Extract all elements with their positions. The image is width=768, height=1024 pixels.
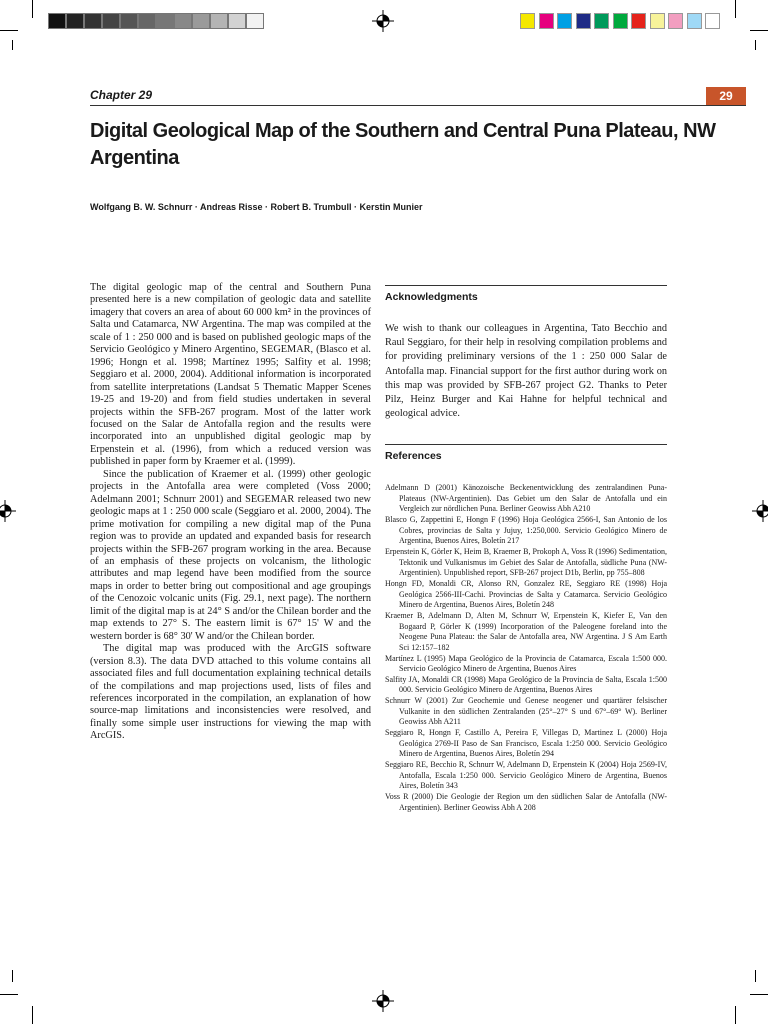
registration-mark-top-icon	[372, 10, 394, 32]
reference-item: Erpenstein K, Görler K, Heim B, Kraemer B, Prokoph A, Voss R (1996) Sedimentation, Tektonik und Vulkanismus im Gebiet des Salar de Antofalla, südliche Puna (NW-Argentinien). Unpublished report, SFB-267 project D1b, Berlin, pp 755–808	[385, 546, 667, 578]
color-swatch	[705, 13, 720, 29]
color-swatch	[520, 13, 535, 29]
reference-item: Salfity JA, Monaldi CR (1998) Mapa Geológico de la Provincia de Salta, Escala 1:500 000. Servicio Geológico Minero de Argentina, Buenos Aires	[385, 674, 667, 695]
chapter-label: Chapter 29	[90, 88, 153, 102]
reference-item: Adelmann D (2001) Känozoische Beckenentwicklung des zentralandinen Puna-Plateaus (NW-Argentinien). Das Gebiet um den Salar de Antofalla und ein Vergleich zur nördlichen Puna. Berliner Geowiss Abh A210	[385, 483, 667, 514]
gray-swatch	[192, 13, 210, 29]
page-number-badge: 29	[706, 87, 746, 105]
color-swatch	[613, 13, 628, 29]
references-heading: References	[385, 450, 442, 462]
gray-swatch	[138, 13, 156, 29]
reference-item: Seggiaro RE, Becchio R, Schnurr W, Adelmann D, Erpenstein K (2004) Hoja 2569-IV, Antofalla, Escala 1:250 000. Servicio Geológico Minero de Argentina, Buenos Aires, Boletín 343	[385, 760, 667, 791]
reference-item: Schnurr W (2001) Zur Geochemie und Genese neogener und quartärer felsischer Vulkanite in den südlichen Zentralanden (25°–27° S und 67°–69° W). Berliner Geowiss Abh A211	[385, 696, 667, 727]
gray-swatch	[48, 13, 66, 29]
acknowledgments-text: We wish to thank our colleagues in Argentina, Tato Becchio and Raul Seggiaro, for their help in resolving compilation problems and for providing preliminary versions of the 1 : 250 000 Salar de Antofalla map. Financial support for the first author during work on this map was provided by SFB-267 project G2. Thanks to Peter Pilz, Heinz Burger and Kai Hahne for helpful technical and geological advice.	[385, 323, 667, 420]
acknowledgments-heading: Acknowledgments	[385, 291, 478, 303]
gray-swatch	[210, 13, 228, 29]
reference-list	[385, 483, 667, 813]
color-swatch	[687, 13, 702, 29]
reference-item: Voss R (2000) Die Geologie der Region um den südlichen Salar de Antofalla (NW-Argentinien). Berliner Geowiss Abh A 208	[385, 792, 667, 812]
chapter-rule	[90, 105, 746, 106]
color-swatch	[650, 13, 665, 29]
gray-swatch	[66, 13, 84, 29]
gray-swatch	[228, 13, 246, 29]
color-swatch	[668, 13, 683, 29]
reference-item: Kraemer B, Adelmann D, Alten M, Schnurr W, Erpenstein K, Kiefer E, Van den Bogaard P, Görler K (1999) Incorporation of the Paleogene foreland into the Neogene Puna Plateau: the Salar de Antofalla area, NW Argentina. J S Am Earth Sci 12:157–182	[385, 610, 667, 652]
reference-item: Blasco G, Zappettini E, Hongn F (1996) Hoja Geológica 2566-I, San Antonio de los Cobres, provincias de Salta y Jujuy, 1:250,000. Servicio Geológico Minero de Argentina, Buenos Aires, Boletín 217	[385, 514, 667, 546]
registration-mark-left-icon	[0, 500, 16, 522]
gray-swatch	[120, 13, 138, 29]
gray-swatch	[156, 13, 174, 29]
gray-swatch	[246, 13, 264, 29]
registration-mark-bottom-icon	[372, 990, 394, 1012]
author-list: Wolfgang B. W. Schnurr · Andreas Risse · Robert B. Trumbull · Kerstin Munier	[90, 202, 423, 212]
acknowledgments-rule	[385, 285, 667, 286]
color-swatch	[594, 13, 609, 29]
reference-item: Seggiaro R, Hongn F, Castillo A, Pereira F, Villegas D, Martinez L (2000) Hoja Geológica 2769-II Paso de San Francisco, Escala 1:250 000. Servicio Geológico Minero de Argentina, Buenos Aires, Boletín 294	[385, 728, 667, 759]
gray-swatch	[84, 13, 102, 29]
reference-item: Martínez L (1995) Mapa Geológico de la Provincia de Catamarca, Escala 1:500 000. Servicio Geológico Minero de Argentina, Buenos Aires	[385, 653, 667, 674]
gray-swatch	[174, 13, 192, 29]
color-swatch	[539, 13, 554, 29]
gray-swatch	[102, 13, 120, 29]
color-swatch	[631, 13, 646, 29]
color-swatch	[557, 13, 572, 29]
body-paragraph: The digital geologic map of the central and Southern Puna presented here is a new compilation of geologic data and satellite imagery that covers an area of about 60 000 km² in the provinces of Salta und Catamarca, NW Argentina. The map was compiled at the scale of 1 : 250 000 and is based on published geologic maps of the Servicio Geológico y Minero Argentino, SEGEMAR, (Blasco et al. 1996; Hongn et al. 1998; Martínez 1995; Salfity et al. 1998; Seggiaro et al. 2000, 2004). Additional information is incorporated from satellite interpretations (Landsat 5 Thematic Mapper Scenes 19-25 and 19-20) and from field studies undertaken in several projects within the SFB-267 program. Most of the latter work focused on the Salar de Antofalla region and the results were incorporated into an unpublished digital geologic map by Erpenstein et al. (1996), from which a reduced version was published in paper form by Kraemer et al. (1999).	[90, 282, 371, 468]
reference-item: Hongn FD, Monaldi CR, Alonso RN, Gonzalez RE, Seggiaro RE (1998) Hoja Geológica 2566-III-Cachi. Provincias de Salta y Catamarca. Servicio Geológico Minero de Argentina, Buenos Aires, Boletín 248	[385, 578, 667, 610]
page-title: Digital Geological Map of the Southern and Central Puna Plateau, NW Argentina	[90, 120, 716, 169]
references-rule	[385, 444, 667, 445]
color-swatch	[576, 13, 591, 29]
body-paragraph: The digital map was produced with the ArcGIS software (version 8.3). The data DVD attached to this volume contains all associated files and full documentation explaining technical details of the compilations and map projections used, lists of files and references incorporated in the compilation, an explanation of how source-map limitations and inconsistencies were resolved, and finally some simple user instructions for viewing the map with ArcGIS.	[90, 643, 371, 742]
body-paragraph: Since the publication of Kraemer et al. (1999) other geologic projects in the Antofalla area were completed (Voss 2000; Adelmann 2001; Schnurr 2001) and SEGEMAR released two new geologic maps at 1 : 250 000 scale (Seggiaro et al. 2000, 2004). The prime motivation for compiling a new digital map of the Puna region was to provide an updated and expanded basis for research projects within the SFB-267 program working in the area. Because of an emphasis of these projects on volcanism, the lithologic attributes and map legend have been modified from the source maps in order to better bring out compositional and age groupings of the Cenozoic volcanic units (Fig. 29.1, next page). The northern limit of the digital map is at 24° S and/or the Chilean border and the map extends to 27° S. The eastern limit is 67° 15' W and the western border is 68° 30' W and/or the Chilean border.	[90, 468, 371, 642]
registration-mark-right-icon	[752, 500, 768, 522]
body-text	[90, 282, 371, 743]
